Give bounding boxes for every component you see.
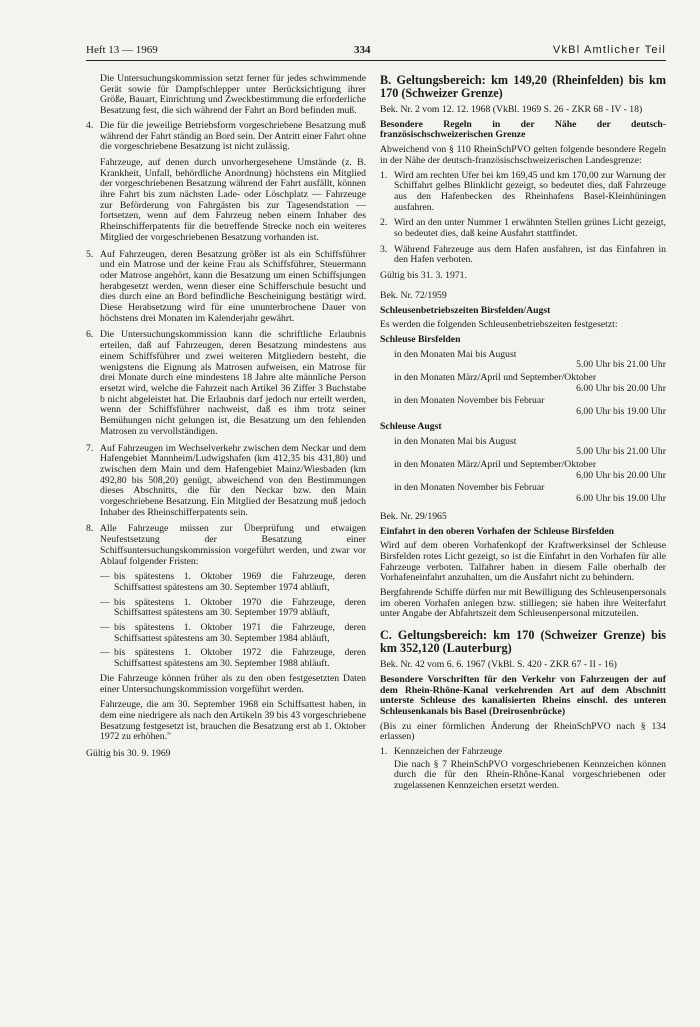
item-paragraph: Auf Fahrzeugen im Wechselverkehr zwischen dem Neckar und dem Hafengebiet Mannheim/Ludwigshafen (km 412,35 bis 431,80) und zwischen dem Main und dem Hafengebiet Mainz/Wiesbaden (km 492,80 bis 508,20) genügt, abweichend von den Bestimmungen dieses Abschnitts, die für den Neckar bzw. den Main vorgeschriebene Besatzung. Ein Mitglied der Besatzung muß jedoch Inhaber des Rheinschifferpatents sein. bbox=[100, 442, 366, 518]
lock-name: Schleuse Birsfelden bbox=[380, 333, 461, 345]
intro-paragraph: Die Untersuchungskommission setzt ferner für jedes schwimmende Gerät sowie für Dampfschlepper unter Berücksichtigung ihrer Größe, Bauart, Einrichtung und Zweckbestimmung die erforderliche Besatzung fest, die sich während der Fahrt an Bord befinden muß. bbox=[100, 73, 366, 117]
item-number: 4. bbox=[86, 119, 94, 131]
item-number: 3. bbox=[380, 243, 388, 255]
schedule-row bbox=[380, 396, 666, 417]
page-header bbox=[86, 44, 666, 60]
lock-name: Schleuse Augst bbox=[380, 420, 442, 432]
schedule-time: 5.00 Uhr bis 21.00 Uhr bbox=[576, 359, 666, 371]
item-text: Wird am rechten Ufer bei km 169,45 und km 170,00 zur Warnung der Schiffahrt gelbes Blinklicht gezeigt, so bedeutet dies, daß Fahrzeuge aus den Hafenbecken des Rheinhafens Basel-Kleinhüningen ausfahren. bbox=[394, 169, 666, 213]
page-number: 334 bbox=[354, 44, 371, 56]
reference: Bek. Nr. 72/1959 bbox=[380, 289, 447, 301]
paragraph: Es werden die folgenden Schleusenbetriebszeiten festgesetzt: bbox=[380, 319, 618, 331]
validity-note: Gültig bis 30. 9. 1969 bbox=[86, 748, 171, 760]
paragraph: (Bis zu einer förmlichen Änderung der RheinSchPVO nach § 134 erlassen) bbox=[380, 720, 666, 743]
item-paragraph: Die Untersuchungskommission kann die schriftliche Erlaubnis erteilen, daß auf Fahrzeugen, deren Besatzung mindestens aus einem Schiffsführer und zwei weiteren Mitgliedern besteht, die wenigstens die Eignung als Matrosen aufweisen, ein Matrose für drei Monate durch eine mindestens 18 Jahre alte männliche Person ersetzt wird, welche die Fahrzeit nach Artikel 36 Ziffer 3 Buchstabe b nicht abgeleistet hat. Die Erlaubnis darf jedoch nur erteilt werden, wenn der Schiffsführer nachweist, daß es ihm trotz seiner Bemühungen nicht gelungen ist, die Besatzung um den fehlenden Matrosen zu vervollständigen. bbox=[100, 329, 366, 437]
schedule-period: in den Monaten März/April und September/Oktober bbox=[394, 372, 597, 384]
paragraph: Wird auf dem oberen Vorhafenkopf der Kraftwerksinsel der Schleuse Birsfelden rotes Licht gezeigt, so ist die Einfahrt in den Vorhafen für alle Fahrzeuge verboten. Talfahrer haben in diesem Falle oberhalb der Vorhafeneinfahrt anzuhalten, um die Ausfahrt nicht zu behindern. bbox=[380, 540, 666, 584]
schedule-row bbox=[380, 483, 666, 504]
rule-item bbox=[380, 171, 666, 214]
dash-mark: — bbox=[100, 622, 110, 634]
dash-mark: — bbox=[100, 647, 110, 659]
item-4 bbox=[86, 121, 366, 244]
schedule-period: in den Monaten November bis Februar bbox=[394, 482, 545, 494]
schedule-period: in den Monaten Mai bis August bbox=[394, 435, 517, 447]
item-number: 6. bbox=[86, 329, 94, 341]
item-paragraph: Fahrzeuge, die am 30. September 1968 ein Schiffsattest haben, in dem eine niedrigere als nach den Artikeln 39 bis 43 vorgeschriebene Besatzung festgesetzt ist, brauchen die Besatzung erst ab 1. Oktober 1972 zu erhöhen." bbox=[100, 699, 366, 743]
item-number: 5. bbox=[86, 248, 94, 260]
rule-item bbox=[380, 747, 666, 758]
reference: Bek. Nr. 42 vom 6. 6. 1967 (VkBl. S. 420 - ZKR 67 - II - 16) bbox=[380, 659, 617, 671]
schedule-period: in den Monaten November bis Februar bbox=[394, 395, 545, 407]
deadline-entry bbox=[100, 572, 366, 593]
subheading: Schleusenbetriebszeiten Birsfelden/Augst bbox=[380, 304, 551, 316]
validity-note: Gültig bis 31. 3. 1971. bbox=[380, 270, 467, 282]
subheading: Besondere Vorschriften für den Verkehr von Fahrzeugen der auf dem Rhein-Rhône-Kanal verkehrenden Art auf dem Abschnitt unterste Schleuse des kanalisierten Rheins einschl. des unteren Schleusenkanals bis Basel (Dreirosenbrücke) bbox=[380, 673, 666, 717]
schedule-period: in den Monaten Mai bis August bbox=[394, 348, 517, 360]
item-5 bbox=[86, 250, 366, 325]
right-column bbox=[380, 74, 666, 796]
deadline-text: bis spätestens 1. Oktober 1970 die Fahrzeuge, deren Schiffsattest spätestens am 30. September 1979 abläuft, bbox=[114, 596, 366, 619]
item-text: Kennzeichen der Fahrzeuge bbox=[394, 746, 503, 758]
schedule-time: 5.00 Uhr bis 21.00 Uhr bbox=[576, 446, 666, 458]
subheading: Einfahrt in den oberen Vorhafen der Schleuse Birsfelden bbox=[380, 525, 615, 537]
paragraph: Die nach § 7 RheinSchPVO vorgeschriebenen Kennzeichen können durch die für den Rhein-Rhône-Kanal vorgeschriebenen oder zugelassenen Kennzeichen ersetzt werden. bbox=[394, 758, 666, 792]
schedule-row bbox=[380, 350, 666, 371]
schedule-row bbox=[380, 460, 666, 481]
item-paragraph: Die Fahrzeuge können früher als zu den oben festgesetzten Daten einer Untersuchungskommission vorgeführt werden. bbox=[100, 672, 366, 695]
schedule-period: in den Monaten März/April und September/Oktober bbox=[394, 458, 597, 470]
item-paragraph: Fahrzeuge, auf denen durch unvorhergesehene Umstände (z. B. Krankheit, Unfall, behördliche Anordnung) höchstens ein Mitglied der vorgeschriebenen Besatzung während der Fahrt ausfällt, können ihre Fahrt bis zum nächsten Lade- oder Löschplatz — Fahrzeuge zur Beförderung von Fahrgästen bis zur Tagesendstation — fortsetzen, wenn auf dem Fahrzeug neben einem Inhaber des Rheinschifferpatents für die betreffende Strecke noch ein weiteres Mitglied der vorgeschriebenen Besatzung vorhanden ist. bbox=[100, 156, 366, 243]
section-b-title: B. Geltungsbereich: km 149,20 (Rheinfelden) bis km 170 (Schweizer Grenze) bbox=[380, 73, 666, 100]
item-6 bbox=[86, 330, 366, 437]
deadline-entry bbox=[100, 598, 366, 619]
item-number: 1. bbox=[380, 169, 388, 181]
reference: Bek. Nr. 29/1965 bbox=[380, 510, 447, 522]
deadline-entry bbox=[100, 623, 366, 644]
item-paragraph: Die für die jeweilige Betriebsform vorgeschriebene Besatzung muß während der Fahrt ständig an Bord sein. Der Antritt einer Fahrt ohne die vorgeschriebene Besatzung ist nicht zulässig. bbox=[100, 119, 366, 153]
item-8 bbox=[86, 524, 366, 743]
schedule-time: 6.00 Uhr bis 20.00 Uhr bbox=[576, 469, 666, 481]
deadline-text: bis spätestens 1. Oktober 1971 die Fahrzeuge, deren Schiffsattest spätestens am 30. September 1984 abläuft, bbox=[114, 622, 366, 644]
left-column bbox=[86, 74, 366, 764]
rule-item bbox=[380, 245, 666, 266]
header-rule bbox=[86, 60, 666, 61]
schedule-time: 6.00 Uhr bis 19.00 Uhr bbox=[576, 493, 666, 505]
section-c-title: C. Geltungsbereich: km 170 (Schweizer Grenze) bis km 352,120 (Lauterburg) bbox=[380, 628, 666, 656]
item-7 bbox=[86, 444, 366, 519]
item-number: 8. bbox=[86, 523, 94, 535]
dash-mark: — bbox=[100, 596, 110, 608]
schedule-row bbox=[380, 373, 666, 394]
item-number: 2. bbox=[380, 217, 388, 229]
subheading: Besondere Regeln in der Nähe der deutsch-französischschweizerischen Grenze bbox=[380, 118, 666, 141]
rule-item bbox=[380, 218, 666, 239]
schedule-time: 6.00 Uhr bis 19.00 Uhr bbox=[576, 406, 666, 418]
schedule-row bbox=[380, 437, 666, 458]
item-text: Wird an den unter Nummer 1 erwähnten Stellen grünes Licht gezeigt, so bedeutet dies, daß keine Ausfahrt stattfindet. bbox=[394, 217, 666, 240]
item-number: 7. bbox=[86, 442, 94, 454]
schedule-time: 6.00 Uhr bis 20.00 Uhr bbox=[576, 382, 666, 394]
item-number: 1. bbox=[380, 746, 388, 758]
deadline-entry bbox=[100, 648, 366, 669]
deadline-text: bis spätestens 1. Oktober 1972 die Fahrzeuge, deren Schiffsattest spätestens am 30. September 1988 abläuft. bbox=[114, 647, 366, 670]
item-text: Während Fahrzeuge aus dem Hafen ausfahren, ist das Einfahren in den Hafen verboten. bbox=[394, 243, 666, 266]
section-label: VkBl Amtlicher Teil bbox=[552, 44, 666, 56]
item-paragraph: Auf Fahrzeugen, deren Besatzung größer ist als ein Schiffsführer und ein Matrose und der keine Frau als Schiffsführer, Steuermann oder Matrose angehört, kann die Besatzung um einen Schiffsjungen herabgesetzt werden, wenn dieser eine Schifferschule besucht und dies durch eine an Bord befindliche Bescheinigung bestätigt wird. Diese Herabsetzung wird für eine ununterbrochene Dauer von höchstens drei Monaten im Kalenderjahr gewährt. bbox=[100, 248, 366, 324]
paragraph: Bergfahrende Schiffe dürfen nur mit Bewilligung des Schleusenpersonals im oberen Vorhafen anlegen bzw. stilliegen; sie haben ihre Weiterfahrt unter Angabe der Abfahrtszeit dem Schleusenpersonal mitzuteilen. bbox=[380, 587, 666, 620]
paragraph: Abweichend von § 110 RheinSchPVO gelten folgende besondere Regeln in der Nähe der deutsch-französischschweizerischen Landesgrenze: bbox=[380, 144, 666, 166]
item-paragraph: Alle Fahrzeuge müssen zur Überprüfung und etwaigen Neufestsetzung der Besatzung einer Schiffsuntersuchungskommission vorgeführt werden, und zwar vor Ablauf folgender Fristen: bbox=[100, 523, 366, 567]
dash-mark: — bbox=[100, 571, 110, 583]
issue-label: Heft 13 — 1969 bbox=[86, 44, 158, 56]
reference: Bek. Nr. 2 vom 12. 12. 1968 (VkBl. 1969 S. 26 - ZKR 68 - IV - 18) bbox=[380, 104, 643, 115]
deadline-text: bis spätestens 1. Oktober 1969 die Fahrzeuge, deren Schiffsattest spätestens am 30. September 1974 abläuft, bbox=[114, 571, 366, 593]
